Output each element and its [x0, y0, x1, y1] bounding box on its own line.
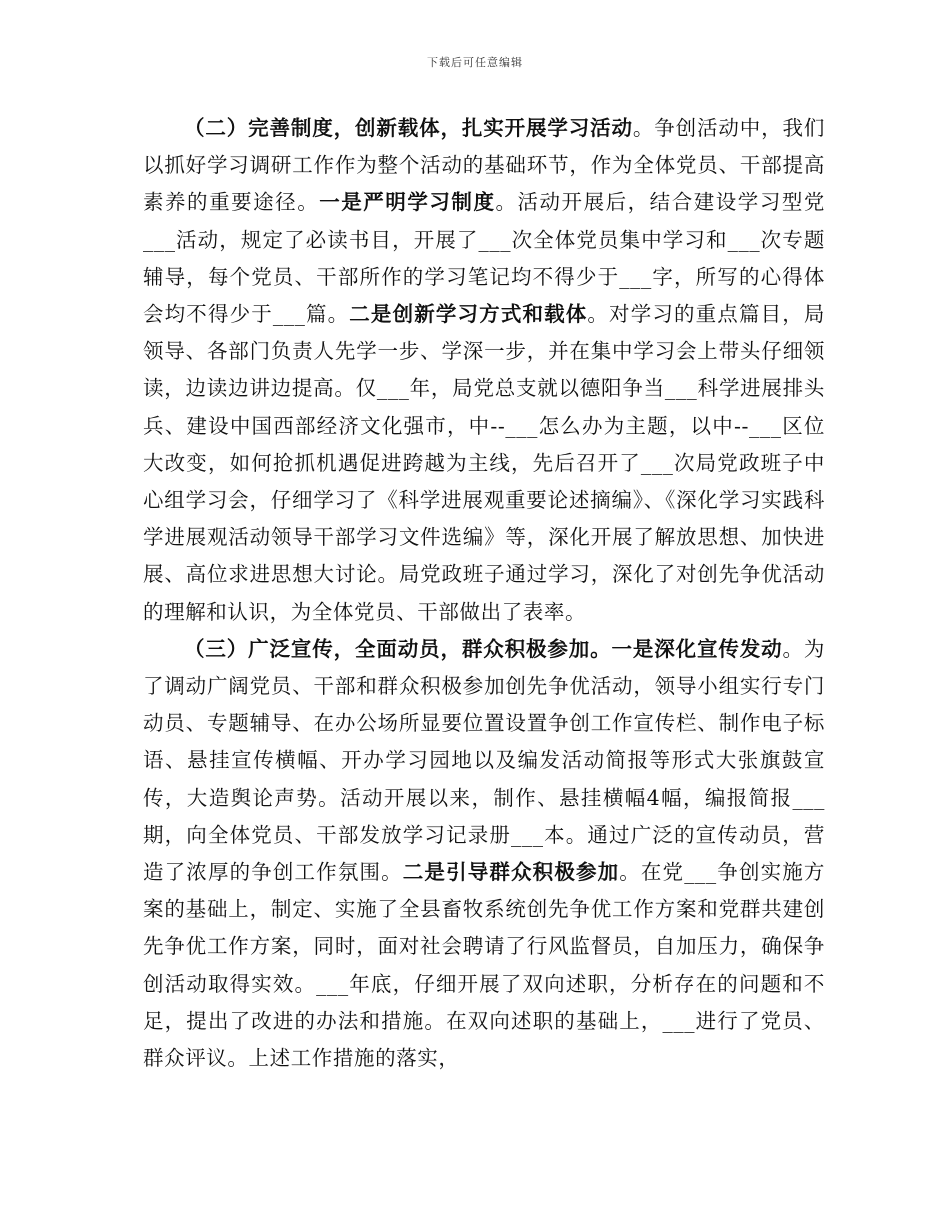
page-header: 下载后可任意编辑 [427, 56, 523, 69]
body-text: 。活动开展后，结合建设学习型党___活动，规定了必读书目，开展了___次全体党员集中学习和___次专题辅导，每个党员、干部所作的学习笔记均不得少于___字，所写的心得体会均不得少于___篇。 [143, 190, 825, 327]
bold-phrase-study-system: 一是严明学习制度 [319, 190, 496, 215]
body-text: 。在党___争创实施方案的基础上，制定、实施了全县畜牧系统创先争优工作方案和党群共建创先争优工作方案，同时，面对社会聘请了行风监督员，自加压力，确保争创活动取得实效。___年底，仔细开展了双向述职，分析存在的问题和不足，提出了改进的办法和措施。在双向述职的基础上，___进行了党员、群众评议。上述工作措施的落实， [143, 860, 825, 1071]
document-body [143, 110, 825, 1077]
paragraph-section-2 [143, 110, 825, 631]
bold-phrase-guide-participation: 二是引导群众积极参加 [402, 860, 620, 885]
paragraph-section-3 [143, 631, 825, 1077]
bold-phrase-study-methods: 二是创新学习方式和载体 [349, 302, 588, 327]
body-text: 。争创活动中，我们以抓好学习调研工作作为整个活动的基础环节，作为全体党员、干部提高素养的重要途径。 [143, 116, 825, 215]
heading-section-3: （三）广泛宣传，全面动员，群众积极参加。一是深化宣传发动 [184, 636, 783, 661]
heading-section-2: （二）完善制度，创新载体，扎实开展学习活动 [184, 116, 633, 140]
body-text: 。对学习的重点篇目，局领导、各部门负责人先学一步、学深一步，并在集中学习会上带头仔细领读，边读边讲边提高。仅___年，局党总支就以德阳争当___科学进展排头兵、建设中国西部经济文化强市，中--___怎么办为主题，以中--___区位大改变，如何抢抓机遇促进跨越为主线，先后召开了___次局党政班子中心组学习会，仔细学习了《科学进展观重要论述摘编》、《深化学习实践科学进展观活动领导干部学习文件选编》等，深化开展了解放思想、加快进展、高位求进思想大讨论。局党政班子通过学习，深化了对创先争优活动的理解和认识，为全体党员、干部做出了表率。 [143, 302, 825, 624]
body-text: 。为了调动广阔党员、干部和群众积极参加创先争优活动，领导小组实行专门动员、专题辅导、在办公场所显要位置设置争创工作宣传栏、制作电子标语、悬挂宣传横幅、开办学习园地以及编发活动简报等形式大张旗鼓宣传，大造舆论声势。活动开展以来，制作、悬挂横幅4幅，编报简报___期，向全体党员、干部发放学习记录册___本。通过广泛的宣传动员，营造了浓厚的争创工作氛围。 [143, 636, 825, 885]
